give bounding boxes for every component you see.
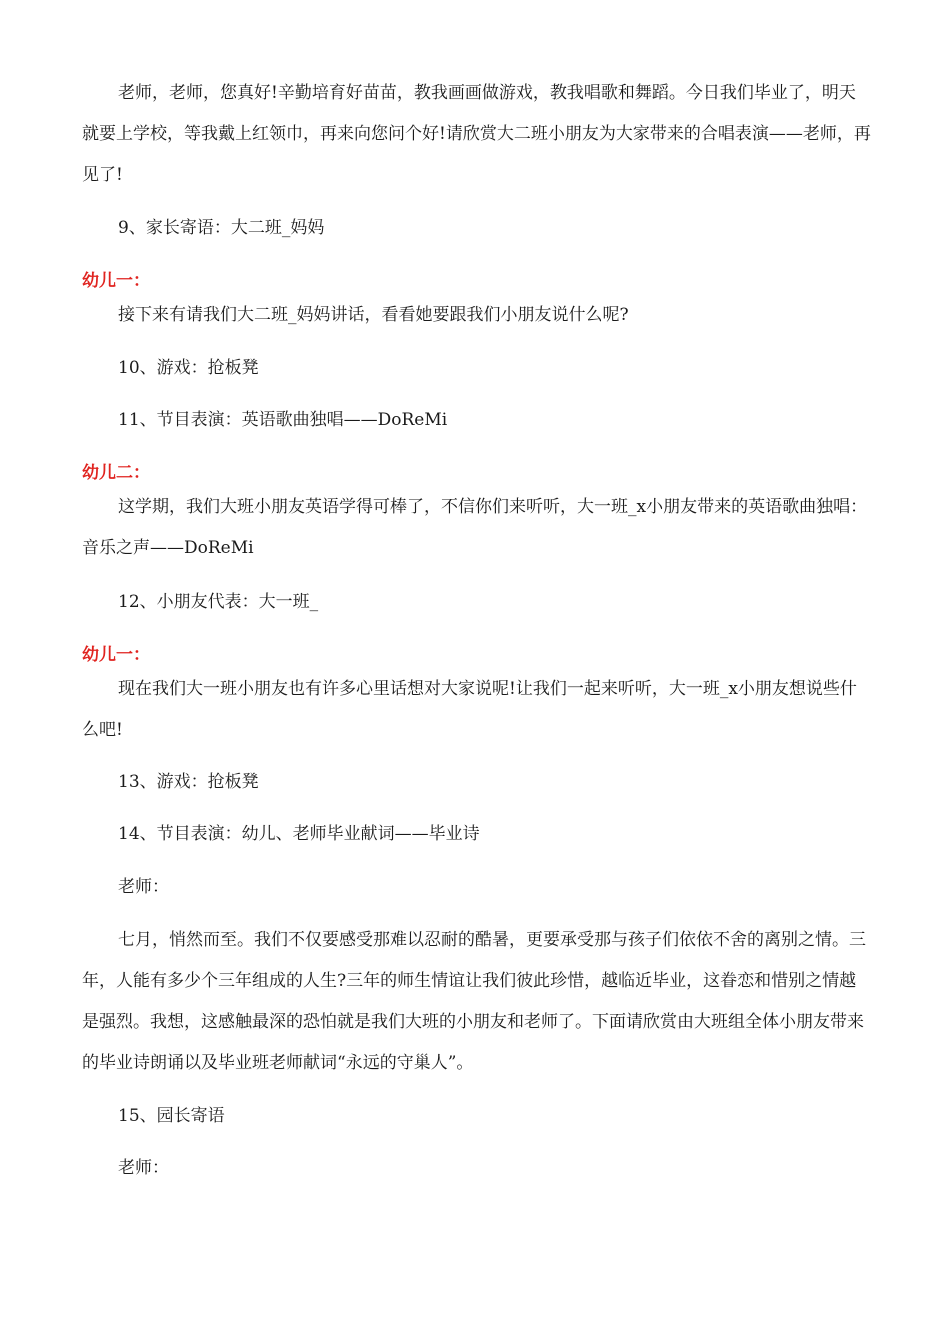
teacher-label: 老师： — [118, 1158, 169, 1178]
teacher-label: 老师： — [118, 877, 169, 897]
speaker-label-child-one: 幼儿一： — [82, 271, 150, 291]
paragraph-text: 这学期，我们大班小朋友英语学得可棒了，不信你们来听听，大一班_x小朋友带来的英语歌曲独唱：音乐之声——DoReMi — [82, 497, 868, 558]
speaker-label-child-two: 幼儿二： — [82, 463, 150, 483]
paragraph-text: 老师，老师，您真好!辛勤培育好苗苗，教我画画做游戏，教我唱歌和舞蹈。今日我们毕业了，明天就要上学校，等我戴上红领巾，再来向您问个好!请欣赏大二班小朋友为大家带来的合唱表演——老师，再见了! — [82, 83, 871, 185]
paragraph-graduation-poem — [82, 920, 872, 1084]
program-item-13: 13、游戏：抢板凳 — [118, 772, 259, 792]
program-item-11: 11、节目表演：英语歌曲独唱——DoReMi — [118, 410, 448, 430]
program-item-14: 14、节目表演：幼儿、老师毕业献词——毕业诗 — [118, 824, 480, 844]
paragraph-class-representative — [82, 669, 872, 751]
program-item-10: 10、游戏：抢板凳 — [118, 358, 259, 378]
program-item-15: 15、园长寄语 — [118, 1106, 225, 1126]
speaker-label-child-one: 幼儿一： — [82, 645, 150, 665]
paragraph-teacher-thanks — [82, 73, 872, 196]
paragraph-english-song — [82, 487, 872, 569]
paragraph-text: 七月，悄然而至。我们不仅要感受那难以忍耐的酷暑，更要承受那与孩子们依依不舍的离别之情。三年，人能有多少个三年组成的人生?三年的师生情谊让我们彼此珍惜，越临近毕业，这眷恋和惜别之情越是强烈。我想，这感触最深的恐怕就是我们大班的小朋友和老师了。下面请欣赏由大班组全体小朋友带来的毕业诗朗诵以及毕业班老师献词“永远的守巢人”。 — [82, 930, 866, 1073]
paragraph-text: 现在我们大一班小朋友也有许多心里话想对大家说呢!让我们一起来听听，大一班_x小朋友想说些什么吧! — [82, 679, 857, 740]
program-item-9: 9、家长寄语：大二班_妈妈 — [118, 218, 325, 238]
paragraph-invite-mother: 接下来有请我们大二班_妈妈讲话，看看她要跟我们小朋友说什么呢? — [118, 305, 629, 325]
program-item-12: 12、小朋友代表：大一班_ — [118, 592, 319, 612]
